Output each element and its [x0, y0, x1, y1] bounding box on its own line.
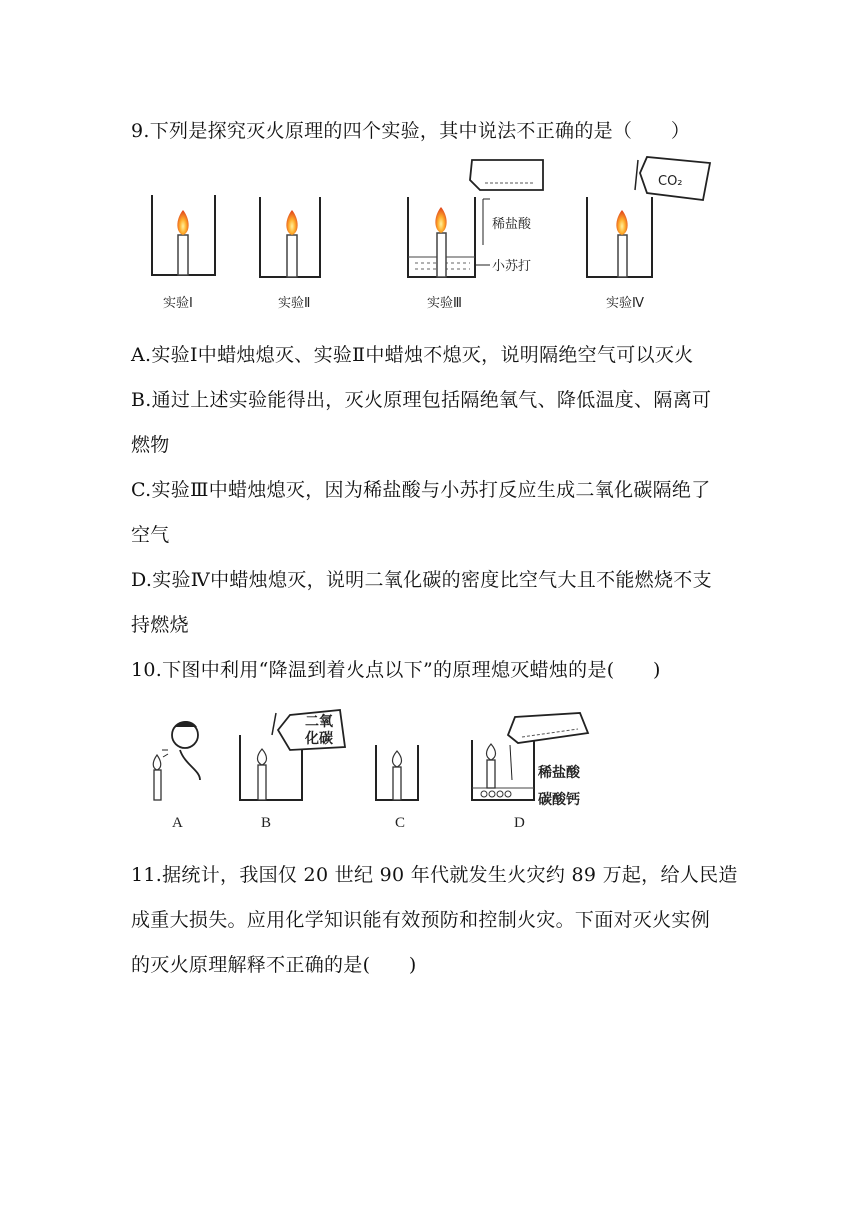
- flame-icon: [435, 207, 446, 233]
- label-hcl-d: 稀盐酸: [538, 765, 580, 781]
- q9-option-b-line2: 燃物: [131, 434, 170, 456]
- caption-d: D: [514, 815, 525, 831]
- flame-icon: [616, 210, 627, 235]
- pouring-bottle: [508, 713, 588, 743]
- q9-option-d-line2: 持燃烧: [131, 614, 189, 636]
- flame-icon: [487, 744, 496, 760]
- caption-exp1: 实验Ⅰ: [163, 296, 193, 311]
- flame-icon: [393, 751, 402, 767]
- pouring-bottle: [470, 160, 543, 190]
- label-co2: CO₂: [658, 174, 683, 189]
- flame-icon: [258, 749, 267, 765]
- q11-line1: 11.据统计，我国仅 20 世纪 90 年代就发生火灾约 89 万起，给人民造: [131, 864, 738, 886]
- q9-option-b-line1: B.通过上述实验能得出，灭火原理包括隔绝氧气、降低温度、隔离可: [131, 389, 712, 411]
- q11-line2: 成重大损失。应用化学知识能有效预防和控制火灾。下面对灭火实例: [131, 909, 711, 931]
- q10-figure: [140, 705, 620, 835]
- caption-exp3: 实验Ⅲ: [427, 296, 462, 311]
- label-hcl: 稀盐酸: [492, 217, 532, 232]
- caption-b: B: [261, 815, 272, 831]
- flame-icon: [153, 755, 161, 770]
- q9-option-c-line1: C.实验Ⅲ中蜡烛熄灭，因为稀盐酸与小苏打反应生成二氧化碳隔绝了: [131, 479, 711, 501]
- exp2-beaker: [260, 197, 320, 277]
- q9-figure: [140, 155, 730, 320]
- label-co2-line2: 化碳: [305, 731, 333, 747]
- exp4-beaker: [587, 157, 710, 277]
- caption-c: C: [395, 815, 406, 831]
- q10-stem: 10.下图中利用“降温到着火点以下”的原理熄灭蜡烛的是( ): [131, 659, 661, 681]
- exp1-beaker: [152, 195, 215, 275]
- figure-d: [472, 713, 588, 800]
- caption-exp2: 实验Ⅱ: [278, 296, 311, 311]
- caption-a: A: [172, 815, 183, 831]
- label-soda: 小苏打: [492, 259, 532, 274]
- figure-c: [376, 745, 418, 800]
- label-co2-line1: 二氧: [305, 714, 333, 730]
- label-caco3: 碳酸钙: [538, 792, 580, 808]
- figure-a: [153, 721, 200, 800]
- q9-option-c-line2: 空气: [131, 524, 170, 546]
- q11-line3: 的灭火原理解释不正确的是( ): [131, 954, 417, 976]
- q9-stem: 9.下列是探究灭火原理的四个实验，其中说法不正确的是（ ）: [131, 120, 691, 142]
- q9-option-a: A.实验Ⅰ中蜡烛熄灭、实验Ⅱ中蜡烛不熄灭，说明隔绝空气可以灭火: [131, 344, 694, 366]
- flame-icon: [177, 210, 188, 235]
- flame-icon: [286, 210, 297, 235]
- caption-exp4: 实验Ⅳ: [606, 296, 644, 311]
- q9-option-d-line1: D.实验Ⅳ中蜡烛熄灭，说明二氧化碳的密度比空气大且不能燃烧不支: [131, 569, 712, 591]
